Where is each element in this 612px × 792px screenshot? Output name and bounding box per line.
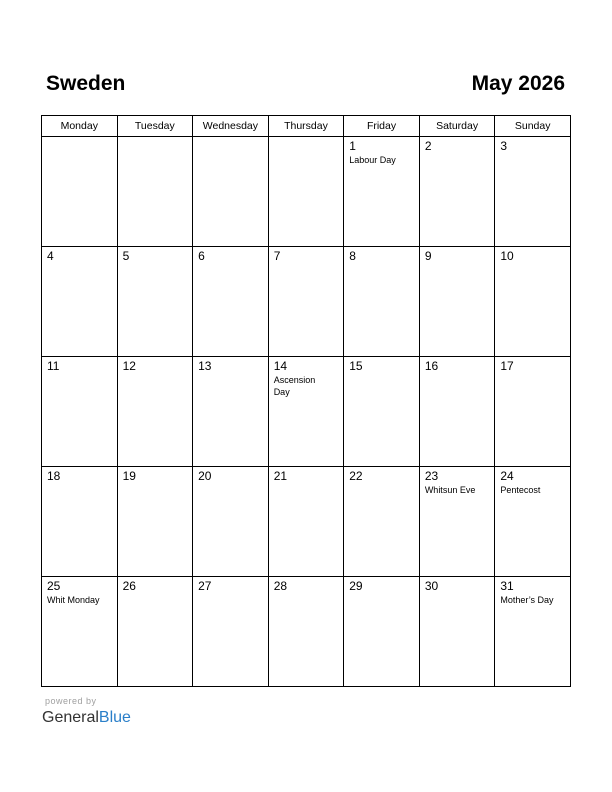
- weekday-header: Tuesday: [117, 116, 193, 137]
- day-number: 5: [122, 249, 130, 263]
- day-cell: [419, 137, 495, 247]
- day-number: 15: [349, 359, 363, 373]
- day-number: 1: [349, 139, 356, 153]
- day-cell: [42, 577, 118, 687]
- day-number: 8: [349, 249, 356, 263]
- day-number: 21: [273, 469, 288, 483]
- weekday-header: Monday: [42, 116, 118, 137]
- day-number: 7: [273, 249, 281, 263]
- day-cell: [495, 357, 571, 467]
- day-cell: [117, 467, 193, 577]
- day-number: 23: [424, 469, 439, 483]
- day-number: 4: [47, 249, 54, 263]
- day-cell: [419, 467, 495, 577]
- day-cell: [495, 137, 571, 247]
- weekday-header: Saturday: [419, 116, 495, 137]
- day-number: 16: [424, 359, 439, 373]
- day-cell: [193, 357, 269, 467]
- weekday-header: Thursday: [268, 116, 344, 137]
- day-number: 6: [198, 249, 205, 263]
- day-cell: [42, 137, 118, 247]
- day-cell: [42, 467, 118, 577]
- day-number: 26: [122, 579, 136, 593]
- day-cell: [419, 577, 495, 687]
- day-cell: [344, 467, 420, 577]
- day-cell: [42, 357, 118, 467]
- country-title: Sweden: [46, 72, 126, 95]
- day-number: 14: [273, 359, 288, 373]
- weekday-header: Sunday: [495, 116, 571, 137]
- day-cell: [344, 247, 420, 357]
- weekday-header: Wednesday: [193, 116, 269, 137]
- day-number: 22: [349, 469, 363, 483]
- holiday-label: Whit Monday: [47, 595, 100, 605]
- day-number: 30: [424, 579, 439, 593]
- day-number: 29: [349, 579, 363, 593]
- day-cell: [42, 247, 118, 357]
- day-number: 13: [198, 359, 212, 373]
- week-row: [42, 467, 571, 577]
- day-cell: [193, 137, 269, 247]
- day-cell: [268, 357, 344, 467]
- day-cell: [344, 357, 420, 467]
- day-cell: [268, 247, 344, 357]
- day-cell: [495, 467, 571, 577]
- day-cell: [117, 137, 193, 247]
- day-number: 10: [500, 249, 514, 263]
- day-cell: [495, 577, 571, 687]
- weekday-header-row: [42, 116, 571, 137]
- day-number: 3: [500, 139, 508, 153]
- day-cell: [268, 467, 344, 577]
- holiday-label: Labour Day: [349, 155, 396, 165]
- brand-general-text: General: [42, 709, 99, 726]
- day-number: 31: [500, 579, 514, 593]
- week-row: [42, 357, 571, 467]
- day-cell: [117, 247, 193, 357]
- brand-blue-text: Blue: [98, 709, 131, 726]
- day-cell: [495, 247, 571, 357]
- day-cell: [268, 577, 344, 687]
- day-cell: [268, 137, 344, 247]
- day-number: 28: [273, 579, 288, 593]
- day-number: 19: [122, 469, 136, 483]
- month-year-title: May 2026: [471, 72, 565, 95]
- generalblue-logo[interactable]: [42, 708, 131, 728]
- day-number: 27: [198, 579, 212, 593]
- day-number: 2: [424, 139, 432, 153]
- day-number: 11: [47, 359, 60, 373]
- day-cell: [344, 137, 420, 247]
- week-row: [42, 577, 571, 687]
- day-number: 25: [47, 579, 61, 593]
- day-cell: [193, 467, 269, 577]
- day-cell: [419, 247, 495, 357]
- day-cell: [193, 247, 269, 357]
- footer-branding: [42, 696, 131, 728]
- day-cell: [193, 577, 269, 687]
- day-number: 24: [500, 469, 514, 483]
- week-row: [42, 247, 571, 357]
- day-number: 18: [47, 469, 61, 483]
- day-cell: [419, 357, 495, 467]
- weekday-header: Friday: [344, 116, 420, 137]
- powered-by-text: powered by: [45, 696, 97, 706]
- day-number: 20: [198, 469, 212, 483]
- holiday-label: Ascension Day: [273, 375, 316, 397]
- week-row: [42, 137, 571, 247]
- holiday-label: Pentecost: [500, 485, 541, 495]
- holiday-label: Whitsun Eve: [424, 485, 476, 495]
- day-number: 17: [500, 359, 514, 373]
- holiday-label: Mother’s Day: [500, 595, 554, 605]
- day-number: 9: [424, 249, 432, 263]
- day-cell: [117, 577, 193, 687]
- day-number: 12: [122, 359, 136, 373]
- day-cell: [344, 577, 420, 687]
- day-cell: [117, 357, 193, 467]
- calendar-grid: [41, 115, 571, 687]
